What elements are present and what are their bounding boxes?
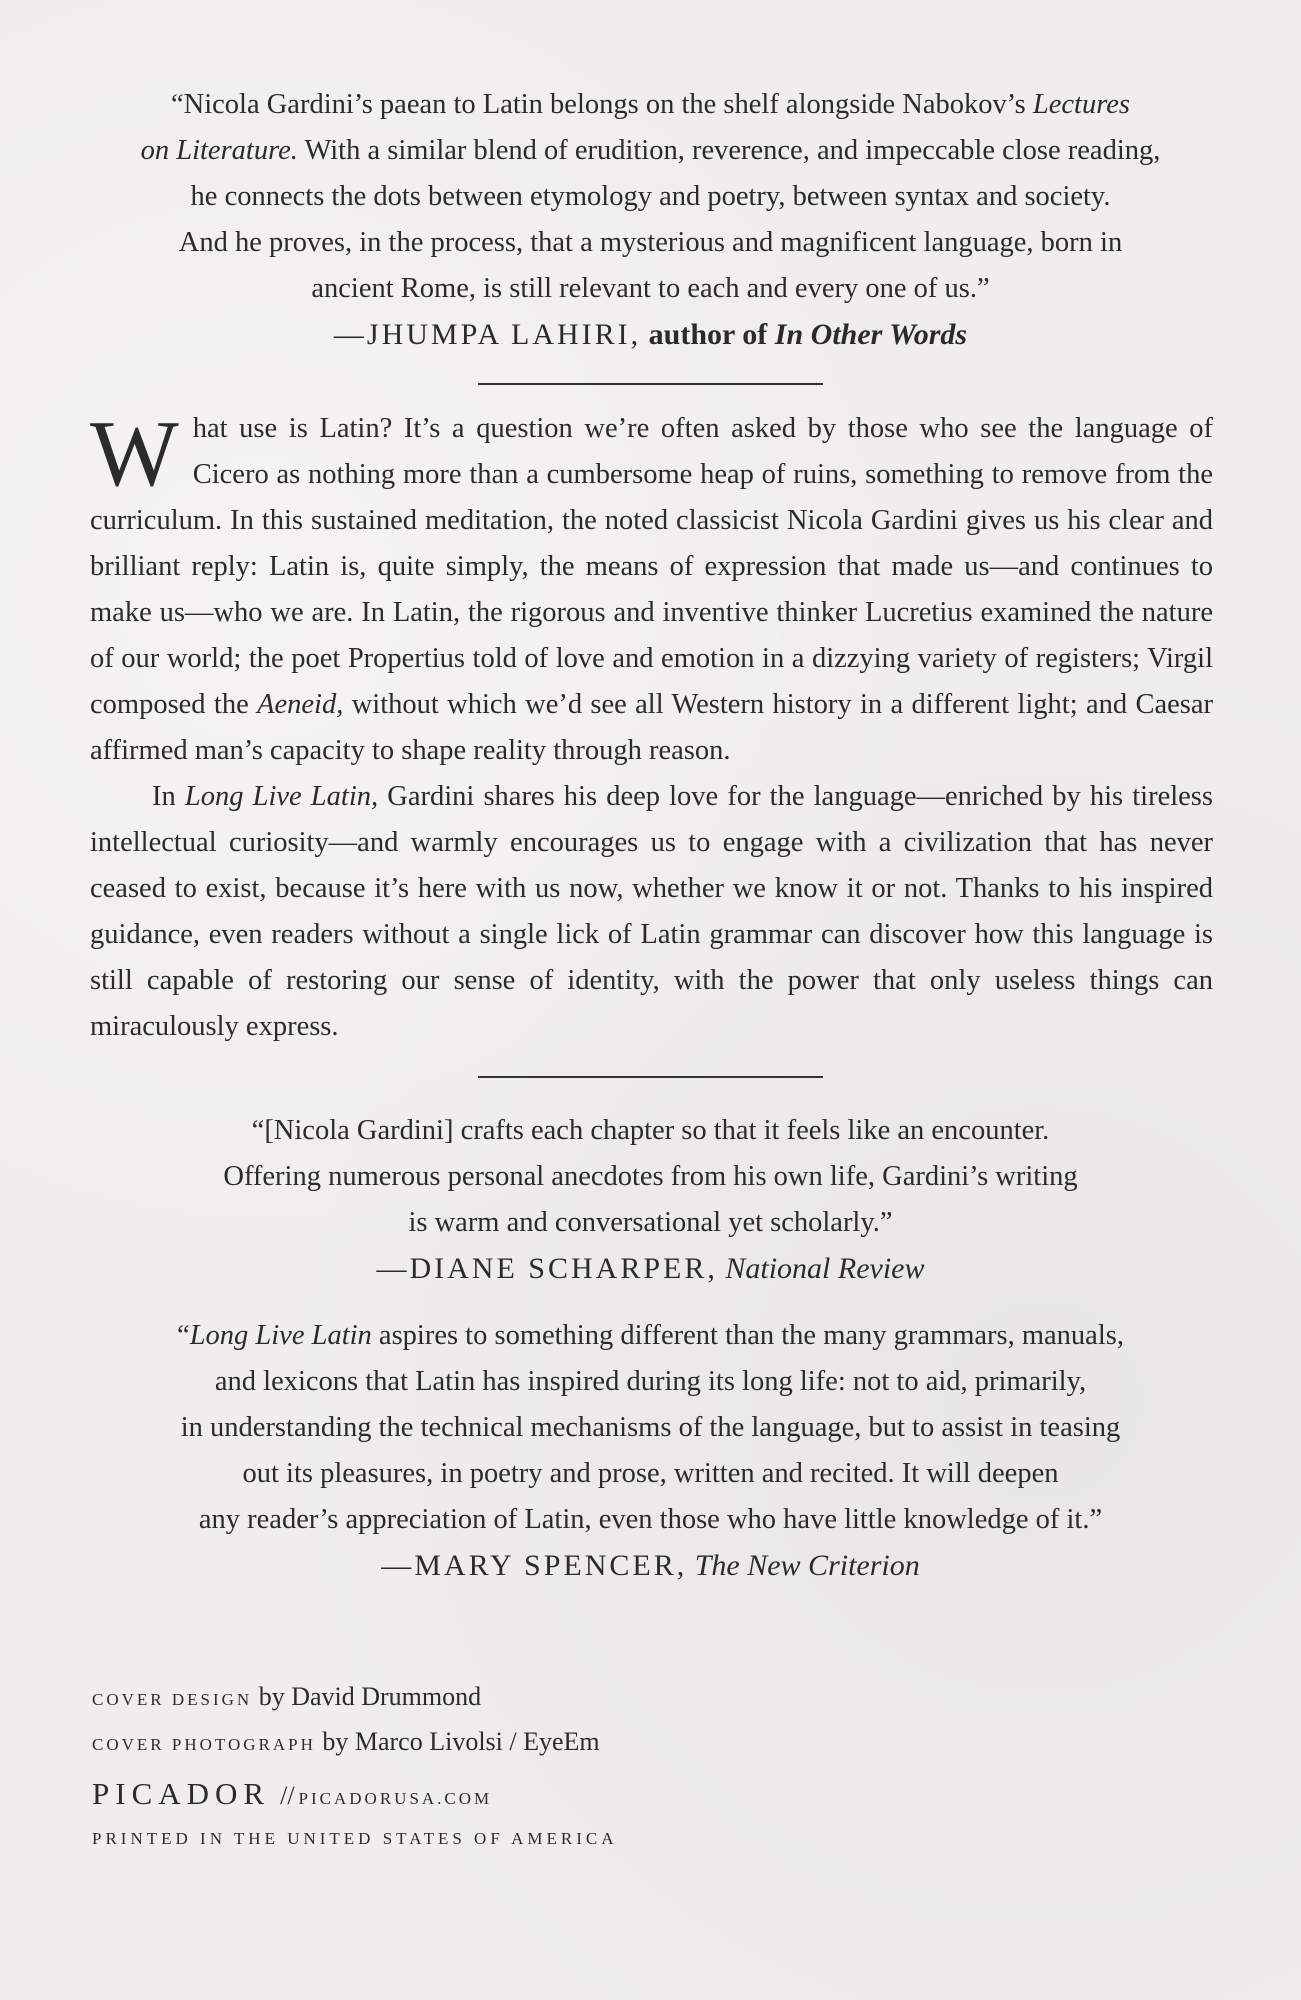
credit-value: by Marco Livolsi / EyeEm bbox=[322, 1727, 600, 1756]
attribution-role: author of bbox=[641, 318, 775, 351]
publisher-line bbox=[92, 1772, 992, 1822]
blurb-attribution bbox=[90, 312, 1211, 358]
work-title: Long Live Latin, bbox=[184, 781, 379, 812]
blurb-line: out its pleasures, in poetry and prose, written and recited. It will deepen bbox=[242, 1458, 1059, 1489]
blurb-line: Offering numerous personal anecdotes from his own life, Gardini’s writing bbox=[223, 1161, 1078, 1192]
blurb-attribution bbox=[90, 1543, 1211, 1589]
separator: // bbox=[280, 1781, 295, 1810]
publisher-url: PICADORUSA.COM bbox=[298, 1789, 493, 1808]
blurb-line: “[Nicola Gardini] crafts each chapter so that it feels like an encounter. bbox=[251, 1115, 1050, 1146]
blurb-line: and lexicons that Latin has inspired during its long life: not to aid, primarily, bbox=[214, 1366, 1087, 1397]
blurb-line: any reader’s appreciation of Latin, even those who have little knowledge of it.” bbox=[198, 1504, 1103, 1535]
attribution-name: —JHUMPA LAHIRI, bbox=[333, 318, 642, 351]
work-title: on Literature. bbox=[140, 135, 298, 166]
blurb-line: ancient Rome, is still relevant to each and every one of us.” bbox=[311, 273, 990, 304]
work-title: Lectures bbox=[1032, 89, 1130, 120]
blurb-line: “Long Live Latin aspires to something different than the many grammars, manuals, bbox=[177, 1320, 1124, 1351]
cover-credits bbox=[92, 1676, 992, 1856]
credit-label: COVER DESIGN bbox=[92, 1690, 253, 1709]
divider-rule bbox=[478, 383, 823, 385]
attribution-name: —MARY SPENCER, bbox=[381, 1549, 688, 1582]
book-description bbox=[90, 402, 1213, 1050]
divider-rule bbox=[478, 1076, 823, 1078]
attribution-name: —DIANE SCHARPER, bbox=[376, 1252, 718, 1285]
blurb-line: on Literature. With a similar blend of erudition, reverence, and impeccable close reading, bbox=[140, 135, 1161, 166]
blurb-line: he connects the dots between etymology and poetry, between syntax and society. bbox=[190, 181, 1111, 212]
spencer-blurb bbox=[90, 1313, 1211, 1589]
cover-photo-credit bbox=[92, 1721, 992, 1766]
blurb-line: “Nicola Gardini’s paean to Latin belongs on the shelf alongside Nabokov’s Lectures bbox=[170, 89, 1130, 120]
printed-in-line: PRINTED IN THE UNITED STATES OF AMERICA bbox=[92, 1829, 618, 1848]
attribution-work: In Other Words bbox=[774, 318, 968, 351]
blurb-line: in understanding the technical mechanisms of the language, but to assist in teasing bbox=[180, 1412, 1121, 1443]
blurb-line: is warm and conversational yet scholarly.” bbox=[408, 1207, 893, 1238]
description-paragraph-1: What use is Latin? It’s a question we’re often asked by those who see the language of Cicero as nothing more than a cumbersome heap of ruins, something to remove from the curriculum. In this sustained meditation, the noted classicist Nicola Gardini gives us his clear and brilliant reply: Latin is, quite simply, the means of expression that made us—and continues to make us—who we are. In Latin, the rigorous and inventive thinker Lucretius examined the nature of our world; the poet Propertius told of love and emotion in a dizzying variety of registers; Virgil composed the Aeneid, without which we’d see all Western history in a different light; and Caesar affirmed man’s capacity to shape reality through reason. bbox=[90, 402, 1213, 766]
drop-cap: W bbox=[90, 402, 179, 506]
blurb-line: And he proves, in the process, that a mysterious and magnificent language, born in bbox=[178, 227, 1123, 258]
work-title: Aeneid, bbox=[257, 689, 344, 720]
blurb-attribution bbox=[90, 1246, 1211, 1292]
work-title: Long Live Latin bbox=[189, 1320, 372, 1351]
publisher-name: PICADOR bbox=[92, 1776, 271, 1811]
attribution-work: The New Criterion bbox=[694, 1549, 920, 1582]
description-paragraph-2: In Long Live Latin, Gardini shares his deep love for the language—enriched by his tireless intellectual curiosity—and warmly encourages us to engage with a civilization that has never ceased to exist, because it’s here with us now, whether we know it or not. Thanks to his inspired guidance, even readers without a single lick of Latin grammar can discover how this language is still capable of restoring our sense of identity, with the power that only useless things can miraculously express. bbox=[90, 781, 1213, 1042]
scharper-blurb bbox=[90, 1108, 1211, 1292]
credit-label: COVER PHOTOGRAPH bbox=[92, 1735, 316, 1754]
cover-design-credit bbox=[92, 1676, 992, 1721]
attribution-work: National Review bbox=[725, 1252, 925, 1285]
lahiri-blurb bbox=[90, 82, 1211, 358]
credit-value: by David Drummond bbox=[258, 1682, 482, 1711]
